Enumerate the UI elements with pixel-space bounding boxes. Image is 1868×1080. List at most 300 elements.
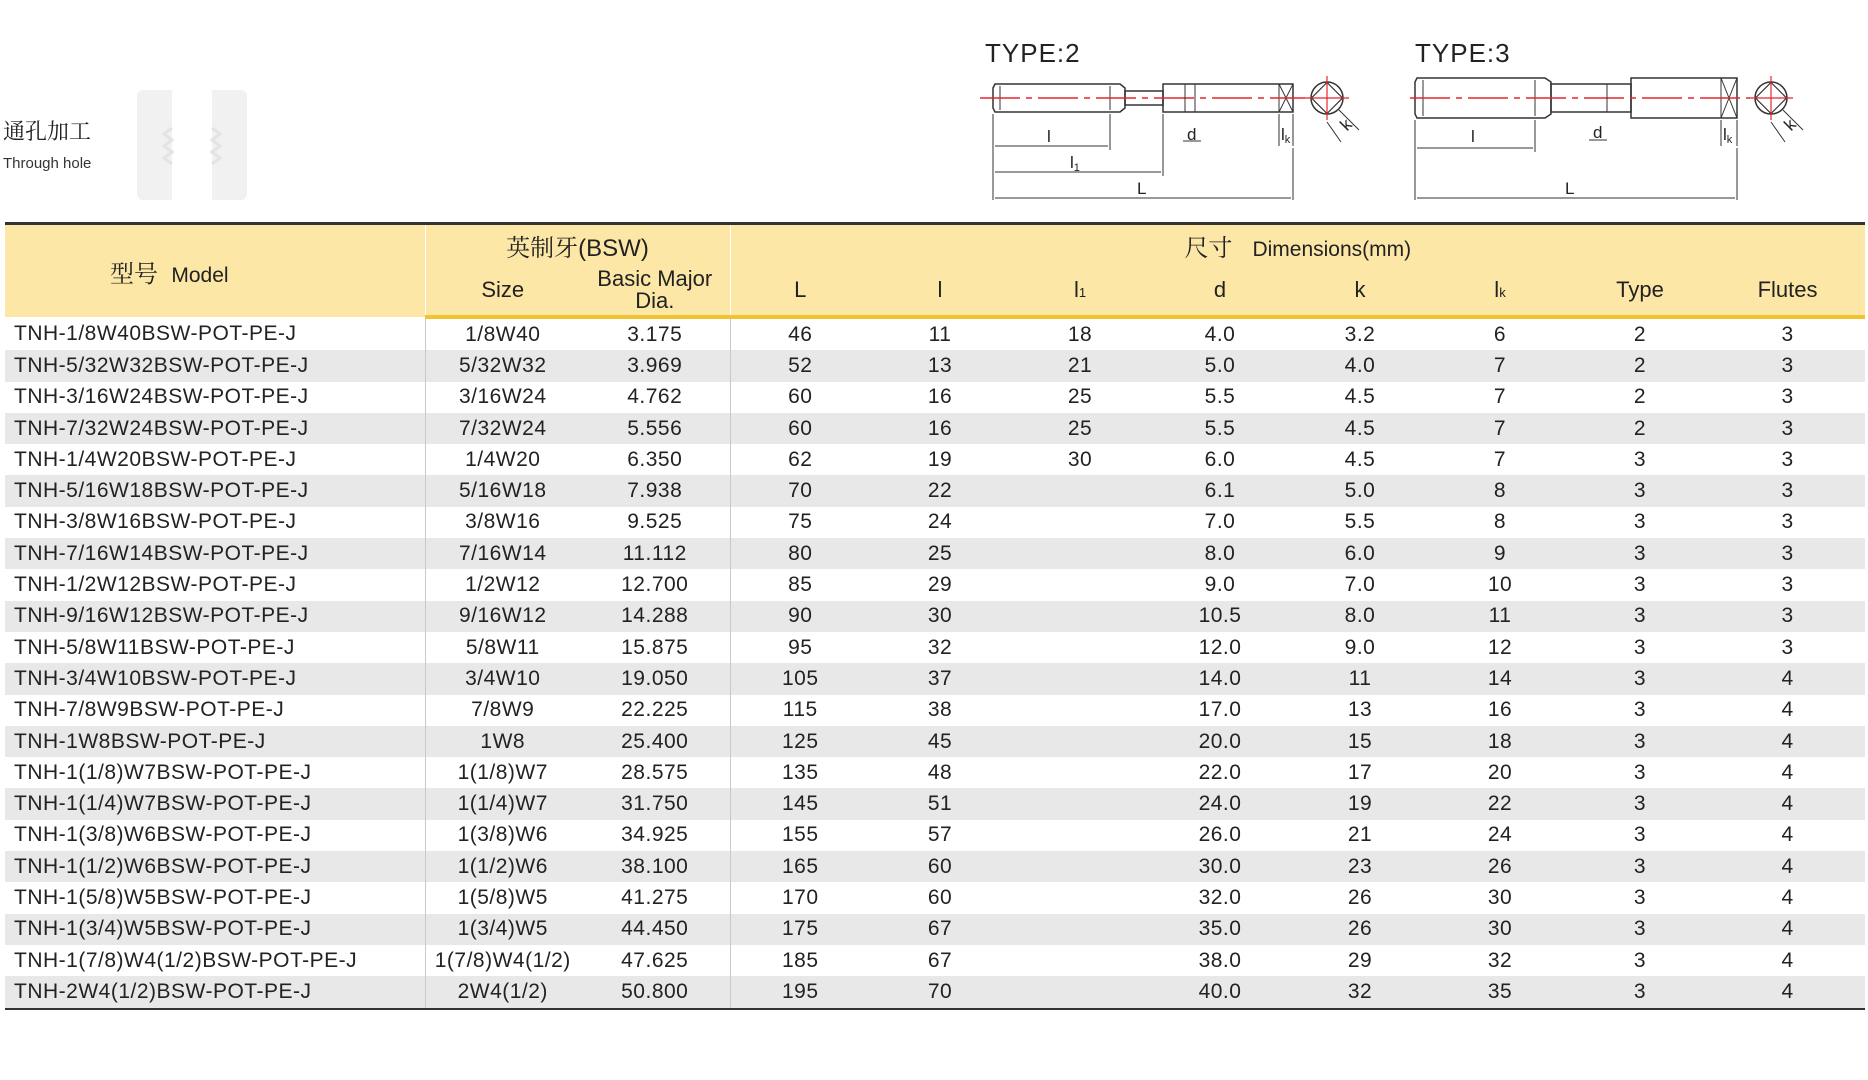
- cell-flutes: 3: [1710, 507, 1865, 538]
- cell-type: 3: [1570, 663, 1710, 694]
- cell-lk: 10: [1430, 569, 1570, 600]
- table-row: [5, 444, 1865, 475]
- cell-basic-major-dia: 3.969: [580, 350, 730, 381]
- cell-l1: [1010, 663, 1150, 694]
- cell-lk: 20: [1430, 757, 1570, 788]
- cell-l1: 25: [1010, 382, 1150, 413]
- table-row: [5, 601, 1865, 632]
- cell-lk: 30: [1430, 882, 1570, 913]
- cell-flutes: 3: [1710, 350, 1865, 381]
- cell-type: 3: [1570, 444, 1710, 475]
- cell-lk: 6: [1430, 317, 1570, 350]
- cell-l: 48: [870, 757, 1010, 788]
- cell-L: 90: [730, 601, 870, 632]
- cell-L: 185: [730, 945, 870, 976]
- cell-model: TNH-1(3/4)W5BSW-POT-PE-J: [5, 914, 425, 945]
- cell-l1: [1010, 695, 1150, 726]
- cell-k: 9.0: [1290, 632, 1430, 663]
- cell-l: 60: [870, 851, 1010, 882]
- cell-lk: 30: [1430, 914, 1570, 945]
- cell-type: 3: [1570, 632, 1710, 663]
- cell-type: 3: [1570, 601, 1710, 632]
- type3-L-label: L: [1565, 179, 1575, 198]
- cell-d: 14.0: [1150, 663, 1290, 694]
- type3-diagram: [1405, 38, 1845, 208]
- cell-L: 75: [730, 507, 870, 538]
- header-basic-major-dia: [580, 265, 730, 317]
- cell-size: 1(3/4)W5: [425, 914, 580, 945]
- cell-d: 30.0: [1150, 851, 1290, 882]
- cell-k: 32: [1290, 976, 1430, 1008]
- cell-model: TNH-3/4W10BSW-POT-PE-J: [5, 663, 425, 694]
- cell-L: 85: [730, 569, 870, 600]
- cell-type: 3: [1570, 695, 1710, 726]
- cell-L: 46: [730, 317, 870, 350]
- table-body: [5, 317, 1865, 1009]
- header-lk: lk: [1430, 265, 1570, 317]
- cell-flutes: 4: [1710, 726, 1865, 757]
- cell-type: 3: [1570, 851, 1710, 882]
- table-row: [5, 475, 1865, 506]
- cell-L: 145: [730, 788, 870, 819]
- cell-basic-major-dia: 25.400: [580, 726, 730, 757]
- spec-table-wrapper: [5, 222, 1865, 1010]
- cell-k: 21: [1290, 820, 1430, 851]
- cell-l: 67: [870, 945, 1010, 976]
- cell-model: TNH-1(3/8)W6BSW-POT-PE-J: [5, 820, 425, 851]
- cell-l: 24: [870, 507, 1010, 538]
- through-hole-cn: 通孔加工: [3, 119, 92, 144]
- cell-lk: 7: [1430, 382, 1570, 413]
- cell-d: 5.5: [1150, 382, 1290, 413]
- cell-lk: 16: [1430, 695, 1570, 726]
- table-row: [5, 757, 1865, 788]
- cell-basic-major-dia: 47.625: [580, 945, 730, 976]
- header-dimensions: [730, 224, 1865, 266]
- cell-model: TNH-7/16W14BSW-POT-PE-J: [5, 538, 425, 569]
- table-row: [5, 945, 1865, 976]
- cell-model: TNH-1(1/2)W6BSW-POT-PE-J: [5, 851, 425, 882]
- header-flutes: Flutes: [1710, 265, 1865, 317]
- cell-l1: [1010, 632, 1150, 663]
- cell-lk: 12: [1430, 632, 1570, 663]
- table-row: [5, 788, 1865, 819]
- cell-flutes: 3: [1710, 413, 1865, 444]
- cell-k: 26: [1290, 882, 1430, 913]
- cell-l: 19: [870, 444, 1010, 475]
- cell-basic-major-dia: 6.350: [580, 444, 730, 475]
- cell-l1: [1010, 882, 1150, 913]
- cell-flutes: 4: [1710, 757, 1865, 788]
- cell-L: 60: [730, 382, 870, 413]
- cell-d: 35.0: [1150, 914, 1290, 945]
- cell-L: 170: [730, 882, 870, 913]
- cell-size: 5/16W18: [425, 475, 580, 506]
- cell-k: 13: [1290, 695, 1430, 726]
- cell-model: TNH-7/8W9BSW-POT-PE-J: [5, 695, 425, 726]
- cell-type: 2: [1570, 413, 1710, 444]
- cell-l: 67: [870, 914, 1010, 945]
- cell-d: 40.0: [1150, 976, 1290, 1008]
- cell-l: 16: [870, 382, 1010, 413]
- cell-lk: 7: [1430, 444, 1570, 475]
- cell-size: 1(1/4)W7: [425, 788, 580, 819]
- cell-type: 3: [1570, 820, 1710, 851]
- table-row: [5, 820, 1865, 851]
- cell-flutes: 3: [1710, 382, 1865, 413]
- cell-basic-major-dia: 12.700: [580, 569, 730, 600]
- cell-l: 57: [870, 820, 1010, 851]
- cell-flutes: 3: [1710, 444, 1865, 475]
- cell-model: TNH-9/16W12BSW-POT-PE-J: [5, 601, 425, 632]
- cell-k: 5.5: [1290, 507, 1430, 538]
- cell-basic-major-dia: 50.800: [580, 976, 730, 1008]
- header-l1: l1: [1010, 265, 1150, 317]
- type2-d-label: d: [1187, 125, 1197, 144]
- cell-flutes: 3: [1710, 569, 1865, 600]
- cell-basic-major-dia: 5.556: [580, 413, 730, 444]
- header-basic-major: Basic Major: [597, 266, 713, 291]
- cell-l1: [1010, 569, 1150, 600]
- cell-basic-major-dia: 34.925: [580, 820, 730, 851]
- cell-l1: [1010, 914, 1150, 945]
- cell-k: 4.5: [1290, 413, 1430, 444]
- header-dimensions-cn: 尺寸: [1184, 234, 1233, 262]
- cell-flutes: 3: [1710, 601, 1865, 632]
- cell-lk: 22: [1430, 788, 1570, 819]
- table-row: [5, 569, 1865, 600]
- cell-l1: [1010, 507, 1150, 538]
- cell-L: 95: [730, 632, 870, 663]
- cell-L: 135: [730, 757, 870, 788]
- cell-k: 4.5: [1290, 382, 1430, 413]
- cell-k: 29: [1290, 945, 1430, 976]
- cell-d: 5.0: [1150, 350, 1290, 381]
- table-row: [5, 663, 1865, 694]
- cell-l: 32: [870, 632, 1010, 663]
- cell-type: 2: [1570, 382, 1710, 413]
- cell-l1: [1010, 726, 1150, 757]
- cell-type: 3: [1570, 507, 1710, 538]
- cell-l1: 18: [1010, 317, 1150, 350]
- cell-basic-major-dia: 31.750: [580, 788, 730, 819]
- type2-l1-label: l1: [1070, 153, 1080, 174]
- cell-basic-major-dia: 38.100: [580, 851, 730, 882]
- cell-type: 2: [1570, 317, 1710, 350]
- cell-l1: [1010, 851, 1150, 882]
- cell-d: 32.0: [1150, 882, 1290, 913]
- cell-k: 7.0: [1290, 569, 1430, 600]
- cell-size: 7/16W14: [425, 538, 580, 569]
- cell-lk: 32: [1430, 945, 1570, 976]
- type2-L-label: L: [1137, 179, 1147, 198]
- table-row: [5, 914, 1865, 945]
- cell-lk: 11: [1430, 601, 1570, 632]
- cell-k: 5.0: [1290, 475, 1430, 506]
- table-row: [5, 632, 1865, 663]
- cell-type: 3: [1570, 726, 1710, 757]
- cell-size: 9/16W12: [425, 601, 580, 632]
- cell-l1: [1010, 945, 1150, 976]
- cell-l1: [1010, 475, 1150, 506]
- cell-L: 125: [730, 726, 870, 757]
- cell-flutes: 4: [1710, 976, 1865, 1008]
- cell-flutes: 4: [1710, 695, 1865, 726]
- header-k: k: [1290, 265, 1430, 317]
- cell-size: 1(5/8)W5: [425, 882, 580, 913]
- cell-l: 25: [870, 538, 1010, 569]
- cell-d: 22.0: [1150, 757, 1290, 788]
- cell-size: 3/16W24: [425, 382, 580, 413]
- cell-L: 175: [730, 914, 870, 945]
- cell-model: TNH-1/8W40BSW-POT-PE-J: [5, 317, 425, 350]
- cell-flutes: 4: [1710, 914, 1865, 945]
- cell-l1: 21: [1010, 350, 1150, 381]
- cell-l1: [1010, 538, 1150, 569]
- cell-lk: 14: [1430, 663, 1570, 694]
- cell-l1: [1010, 976, 1150, 1008]
- type2-title: TYPE:2: [985, 38, 1081, 68]
- header-d: d: [1150, 265, 1290, 317]
- cell-size: 1/4W20: [425, 444, 580, 475]
- cell-size: 5/8W11: [425, 632, 580, 663]
- header-size: Size: [425, 265, 580, 317]
- cell-l: 11: [870, 317, 1010, 350]
- type3-drawing: [1405, 38, 1845, 208]
- cell-k: 4.5: [1290, 444, 1430, 475]
- cell-type: 3: [1570, 788, 1710, 819]
- cell-model: TNH-3/16W24BSW-POT-PE-J: [5, 382, 425, 413]
- cell-l: 22: [870, 475, 1010, 506]
- cell-model: TNH-1(5/8)W5BSW-POT-PE-J: [5, 882, 425, 913]
- header-l: l: [870, 265, 1010, 317]
- cell-basic-major-dia: 14.288: [580, 601, 730, 632]
- cell-l: 30: [870, 601, 1010, 632]
- type2-drawing: [975, 38, 1415, 208]
- cell-l1: 30: [1010, 444, 1150, 475]
- cell-lk: 18: [1430, 726, 1570, 757]
- cell-size: 3/4W10: [425, 663, 580, 694]
- cell-lk: 7: [1430, 413, 1570, 444]
- type3-l-label: l: [1471, 127, 1475, 146]
- cell-size: 1(3/8)W6: [425, 820, 580, 851]
- cell-k: 26: [1290, 914, 1430, 945]
- cell-l1: [1010, 820, 1150, 851]
- cell-l: 13: [870, 350, 1010, 381]
- cell-k: 11: [1290, 663, 1430, 694]
- cell-model: TNH-1(1/4)W7BSW-POT-PE-J: [5, 788, 425, 819]
- cell-lk: 8: [1430, 475, 1570, 506]
- cell-flutes: 4: [1710, 851, 1865, 882]
- cell-model: TNH-1W8BSW-POT-PE-J: [5, 726, 425, 757]
- table-row: [5, 382, 1865, 413]
- cell-l1: [1010, 601, 1150, 632]
- cell-model: TNH-5/32W32BSW-POT-PE-J: [5, 350, 425, 381]
- table-header-row-1: [5, 224, 1865, 266]
- cell-lk: 35: [1430, 976, 1570, 1008]
- cell-flutes: 3: [1710, 632, 1865, 663]
- cell-basic-major-dia: 41.275: [580, 882, 730, 913]
- cell-lk: 8: [1430, 507, 1570, 538]
- cell-k: 6.0: [1290, 538, 1430, 569]
- cell-l: 51: [870, 788, 1010, 819]
- cell-L: 70: [730, 475, 870, 506]
- cell-basic-major-dia: 3.175: [580, 317, 730, 350]
- cell-flutes: 4: [1710, 945, 1865, 976]
- cell-basic-major-dia: 4.762: [580, 382, 730, 413]
- cell-model: TNH-5/8W11BSW-POT-PE-J: [5, 632, 425, 663]
- cell-d: 12.0: [1150, 632, 1290, 663]
- cell-basic-major-dia: 22.225: [580, 695, 730, 726]
- cell-L: 52: [730, 350, 870, 381]
- cell-lk: 9: [1430, 538, 1570, 569]
- cell-basic-major-dia: 44.450: [580, 914, 730, 945]
- cell-type: 3: [1570, 914, 1710, 945]
- cell-d: 7.0: [1150, 507, 1290, 538]
- cell-flutes: 3: [1710, 475, 1865, 506]
- cell-l: 70: [870, 976, 1010, 1008]
- cell-model: TNH-3/8W16BSW-POT-PE-J: [5, 507, 425, 538]
- table-row: [5, 851, 1865, 882]
- header-L: L: [730, 265, 870, 317]
- cell-size: 7/8W9: [425, 695, 580, 726]
- cell-l1: [1010, 757, 1150, 788]
- type2-k-label: k: [1336, 115, 1356, 135]
- cell-lk: 26: [1430, 851, 1570, 882]
- type3-title: TYPE:3: [1415, 38, 1511, 68]
- cell-model: TNH-5/16W18BSW-POT-PE-J: [5, 475, 425, 506]
- cell-size: 7/32W24: [425, 413, 580, 444]
- cell-model: TNH-1/2W12BSW-POT-PE-J: [5, 569, 425, 600]
- cell-type: 3: [1570, 882, 1710, 913]
- cell-k: 15: [1290, 726, 1430, 757]
- through-hole-icon: [137, 90, 247, 200]
- cell-d: 10.5: [1150, 601, 1290, 632]
- cell-type: 3: [1570, 538, 1710, 569]
- table-row: [5, 538, 1865, 569]
- cell-l1: 25: [1010, 413, 1150, 444]
- cell-model: TNH-1(7/8)W4(1/2)BSW-POT-PE-J: [5, 945, 425, 976]
- cell-d: 6.0: [1150, 444, 1290, 475]
- cell-L: 195: [730, 976, 870, 1008]
- header-dia: Dia.: [635, 288, 675, 313]
- cell-d: 26.0: [1150, 820, 1290, 851]
- table-row: [5, 726, 1865, 757]
- type3-lk-label: lk: [1723, 125, 1733, 146]
- header-model: [5, 224, 425, 318]
- cell-size: 2W4(1/2): [425, 976, 580, 1008]
- cell-L: 80: [730, 538, 870, 569]
- table-row: [5, 695, 1865, 726]
- cell-flutes: 4: [1710, 663, 1865, 694]
- type2-l-label: l: [1047, 127, 1051, 146]
- header-type: Type: [1570, 265, 1710, 317]
- cell-k: 23: [1290, 851, 1430, 882]
- cell-type: 3: [1570, 569, 1710, 600]
- cell-l: 38: [870, 695, 1010, 726]
- cell-size: 1(1/8)W7: [425, 757, 580, 788]
- cell-size: 5/32W32: [425, 350, 580, 381]
- cell-size: 1/8W40: [425, 317, 580, 350]
- cell-l1: [1010, 788, 1150, 819]
- header-model-cn: 型号: [110, 260, 158, 288]
- cell-d: 8.0: [1150, 538, 1290, 569]
- cell-model: TNH-7/32W24BSW-POT-PE-J: [5, 413, 425, 444]
- cell-model: TNH-1(1/8)W7BSW-POT-PE-J: [5, 757, 425, 788]
- cell-k: 8.0: [1290, 601, 1430, 632]
- cell-d: 24.0: [1150, 788, 1290, 819]
- cell-k: 3.2: [1290, 317, 1430, 350]
- table-row: [5, 882, 1865, 913]
- cell-flutes: 3: [1710, 317, 1865, 350]
- cell-l: 37: [870, 663, 1010, 694]
- cell-l: 60: [870, 882, 1010, 913]
- cell-basic-major-dia: 19.050: [580, 663, 730, 694]
- type3-d-label: d: [1593, 123, 1603, 142]
- cell-size: 1(1/2)W6: [425, 851, 580, 882]
- cell-flutes: 4: [1710, 882, 1865, 913]
- cell-l: 29: [870, 569, 1010, 600]
- cell-basic-major-dia: 11.112: [580, 538, 730, 569]
- cell-L: 155: [730, 820, 870, 851]
- cell-d: 20.0: [1150, 726, 1290, 757]
- header-dimensions-en: Dimensions(mm): [1252, 237, 1412, 261]
- cell-size: 1W8: [425, 726, 580, 757]
- cell-basic-major-dia: 7.938: [580, 475, 730, 506]
- table-row: [5, 413, 1865, 444]
- cell-type: 3: [1570, 945, 1710, 976]
- through-hole-en: Through hole: [3, 155, 92, 172]
- cell-d: 38.0: [1150, 945, 1290, 976]
- cell-k: 19: [1290, 788, 1430, 819]
- cell-flutes: 4: [1710, 820, 1865, 851]
- cell-k: 4.0: [1290, 350, 1430, 381]
- table-row: [5, 317, 1865, 350]
- cell-L: 165: [730, 851, 870, 882]
- cell-model: TNH-1/4W20BSW-POT-PE-J: [5, 444, 425, 475]
- cell-model: TNH-2W4(1/2)BSW-POT-PE-J: [5, 976, 425, 1008]
- cell-type: 2: [1570, 350, 1710, 381]
- cell-basic-major-dia: 28.575: [580, 757, 730, 788]
- type2-lk-label: lk: [1281, 125, 1291, 146]
- cell-d: 9.0: [1150, 569, 1290, 600]
- cell-lk: 24: [1430, 820, 1570, 851]
- cell-size: 1(7/8)W4(1/2): [425, 945, 580, 976]
- cell-d: 5.5: [1150, 413, 1290, 444]
- cell-type: 3: [1570, 757, 1710, 788]
- header-model-en: Model: [171, 263, 229, 287]
- cell-l: 45: [870, 726, 1010, 757]
- cell-basic-major-dia: 9.525: [580, 507, 730, 538]
- cell-L: 105: [730, 663, 870, 694]
- cell-l: 16: [870, 413, 1010, 444]
- table-row: [5, 507, 1865, 538]
- cell-lk: 7: [1430, 350, 1570, 381]
- cell-flutes: 3: [1710, 538, 1865, 569]
- cell-type: 3: [1570, 976, 1710, 1008]
- cell-flutes: 4: [1710, 788, 1865, 819]
- type3-k-label: k: [1780, 115, 1800, 135]
- spec-table: [5, 222, 1865, 1010]
- cell-d: 17.0: [1150, 695, 1290, 726]
- cell-L: 60: [730, 413, 870, 444]
- cell-basic-major-dia: 15.875: [580, 632, 730, 663]
- cell-size: 1/2W12: [425, 569, 580, 600]
- table-row: [5, 350, 1865, 381]
- type2-diagram: [975, 38, 1415, 208]
- cell-k: 17: [1290, 757, 1430, 788]
- table-row: [5, 976, 1865, 1008]
